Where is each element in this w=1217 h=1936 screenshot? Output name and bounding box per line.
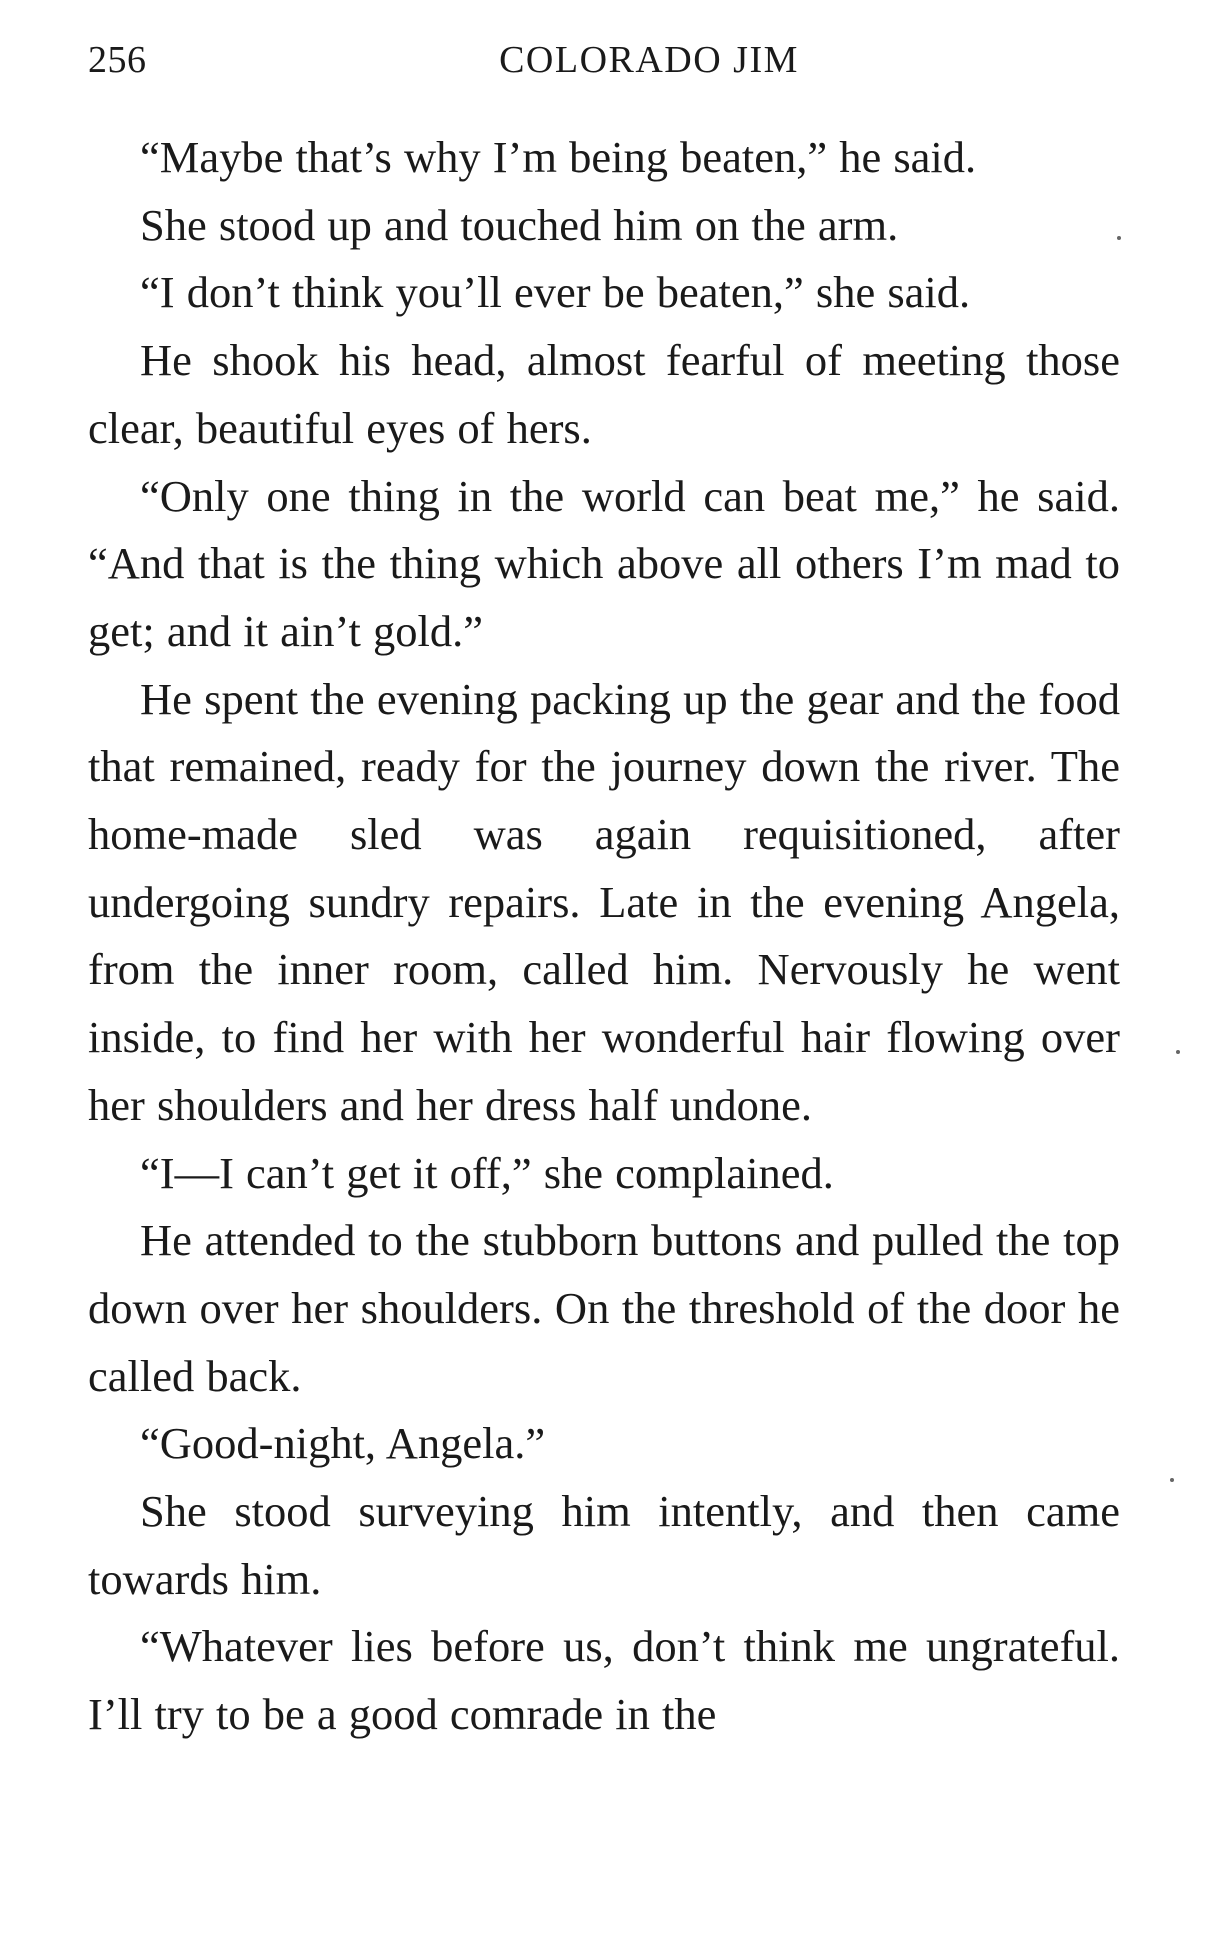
paragraph: She stood surveying him intently, and then came towards him. <box>88 1486 1120 1604</box>
paragraph: She stood up and touched him on the arm. <box>140 199 899 250</box>
paragraph: “Maybe that’s why I’m being beaten,” he said. <box>140 132 977 182</box>
page-header <box>88 38 1120 88</box>
page-number: 256 <box>88 39 147 81</box>
paragraph: “Only one thing in the world can beat me,” he said. “And that is the thing which above all others I’m mad to get; and it ain’t gold.” <box>88 470 1120 656</box>
paragraph: “Whatever lies before us, don’t think me ungrateful. I’ll try to be a good comrade in the <box>88 1621 1120 1740</box>
speck-mark <box>1117 236 1121 240</box>
paragraph: He attended to the stubborn buttons and pulled the top down over her shoulders. On the threshold of the door he called back. <box>88 1215 1120 1401</box>
paragraph: “I—I can’t get it off,” she complained. <box>140 1147 834 1198</box>
paragraph: “I don’t think you’ll ever be beaten,” she said. <box>140 267 971 318</box>
running-head: COLORADO JIM <box>499 39 799 81</box>
speck-mark <box>1170 1478 1174 1482</box>
paragraph: He spent the evening packing up the gear and the food that remained, ready for the journey down the river. The home-made sled was again requisitioned, after undergoing sundry repairs. Late in the evening Angela, from the inner room, called him. Nervously he went inside, to find her with her wonderful hair flowing over her shoulders and her dress half undone. <box>88 673 1120 1130</box>
paragraph: He shook his head, almost fearful of meeting those clear, beautiful eyes of hers. <box>88 335 1120 453</box>
paragraph: “Good-night, Angela.” <box>140 1418 546 1469</box>
body-text <box>88 124 1120 1749</box>
speck-mark <box>1176 1050 1180 1054</box>
